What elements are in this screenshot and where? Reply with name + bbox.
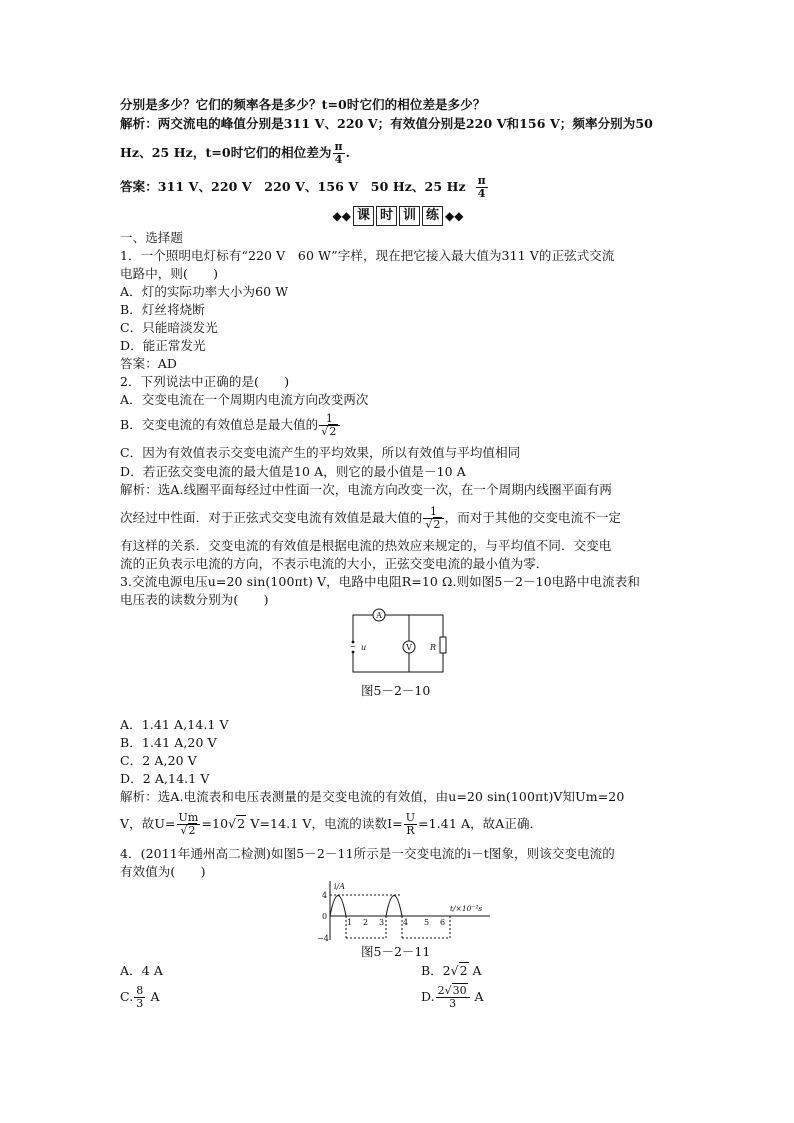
option: A．4 A (120, 963, 163, 978)
x-tick: 6 (440, 918, 446, 927)
text-line: Hz、25 Hz，t=0时它们的相位差为 $\frac{\pi}{4}$ . (120, 140, 351, 166)
y-tick: 4 (322, 891, 328, 900)
question-3: 3.交流电源电压u=20 sin(100πt) V，电路中电阻R=10 Ω.则如图5－2－10电路中电流表和 (120, 574, 640, 589)
question-3-cont: 电压表的读数分别为( ) (120, 592, 269, 607)
circuit-diagram (345, 605, 455, 680)
option: A．灯的实际功率大小为60 W (120, 284, 289, 299)
option: D．若正弦交变电流的最大值是10 A，则它的最小值是－10 A (120, 464, 466, 479)
explanation-line: 有这样的关系．交变电流的有效值是根据电流的热效应来规定的，与平均值不同．交变电 (120, 538, 612, 553)
svg-text:~: ~ (350, 643, 356, 651)
wave-hump-1 (330, 896, 346, 917)
option: C．只能暗淡发光 (120, 320, 218, 335)
ammeter-label: A (376, 611, 382, 620)
resistor-symbol (440, 637, 446, 653)
option: B．灯丝将烧断 (120, 302, 205, 317)
resistor-label: R (430, 643, 437, 652)
option: B．1.41 A,20 V (120, 735, 217, 750)
option: C．因为有效值表示交变电流产生的平均效果，所以有效值与平均值相同 (120, 445, 521, 460)
option: D．能正常发光 (120, 338, 206, 353)
option: C. $\frac{8}{3}$ A (120, 984, 160, 1010)
explanation-line: V，故U= $\frac{Um}{√2}$ =10√2 V=14.1 V，电流的读数I= $\frac{U}{R}$ =1.41 A，故A正确． (120, 811, 543, 837)
explanation-line: 流的正负表示电流的方向，不表示电流的大小，正弦交变电流的最小值为零． (120, 556, 549, 571)
question-2: 2．下列说法中正确的是( ) (120, 374, 290, 389)
question-1: 1．一个照明电灯标有“220 V 60 W”字样，现在把它接入最大值为311 V的正弦式交流 (120, 248, 615, 263)
option: D．2 A,14.1 V (120, 771, 210, 786)
it-graph (300, 878, 500, 943)
y-axis-label: i/A (334, 882, 346, 891)
x-tick: 2 (363, 918, 369, 927)
text-line: 解析：两交流电的峰值分别是311 V、220 V；有效值分别是220 V和156 V；频率分别为50 (120, 116, 653, 131)
explanation-line: 解析：选A.线圈平面每经过中性面一次，电流方向改变一次，在一个周期内线圈平面有两 (120, 482, 613, 497)
x-axis-label: t/×10⁻²s (450, 904, 483, 913)
x-tick: 5 (424, 918, 430, 927)
explanation-line: 次经过中性面．对于正弦式交变电流有效值是最大值的 $\frac{1}{√2}$ ，而对于其他的交变电流不一定 (120, 505, 622, 531)
question-1-cont: 电路中，则( ) (120, 266, 219, 281)
option: B．交变电流的有效值总是最大值的 $\frac{1}{√2}$ (120, 410, 680, 440)
figure-caption: 图5－2－10 (361, 683, 431, 698)
answer-line: 答案：AD (120, 356, 178, 371)
y-tick: 0 (322, 912, 328, 921)
y-tick: −4 (317, 934, 329, 943)
question-4: 4．(2011年通州高二检测)如图5－2－11所示是一交变电流的i－t图象，则该交变电流的 (120, 846, 615, 861)
x-tick: 1 (347, 918, 353, 927)
question-4-cont: 有效值为( ) (120, 864, 206, 879)
answer-line: 答案：311 V、220 V 220 V、156 V 50 Hz、25 Hz $\frac{\pi}{4}$ (120, 174, 486, 200)
voltmeter-label: V (406, 643, 412, 652)
section-banner: ◆◆ 课 时 训 练 ◆◆ (318, 206, 478, 226)
figure-caption: 图5－2－11 (361, 944, 431, 959)
wave-hump-2 (386, 896, 402, 917)
option: B．2√2 A (421, 963, 482, 978)
section-title: 一、选择题 (120, 230, 184, 245)
text-line: 分别是多少？它们的频率各是多少？t=0时它们的相位差是多少？ (120, 97, 486, 112)
option: A．1.41 A,14.1 V (120, 717, 229, 732)
source-label: u (361, 643, 367, 652)
x-tick: 3 (379, 918, 385, 927)
option: D. $\frac{2√30}{3}$ A (421, 984, 484, 1010)
option: C．2 A,20 V (120, 753, 197, 768)
explanation-line: 解析：选A.电流表和电压表测量的是交变电流的有效值，由u=20 sin(100πt)V知Um=20 (120, 789, 625, 804)
x-tick: 4 (403, 918, 409, 927)
option: A．交变电流在一个周期内电流方向改变两次 (120, 392, 369, 407)
